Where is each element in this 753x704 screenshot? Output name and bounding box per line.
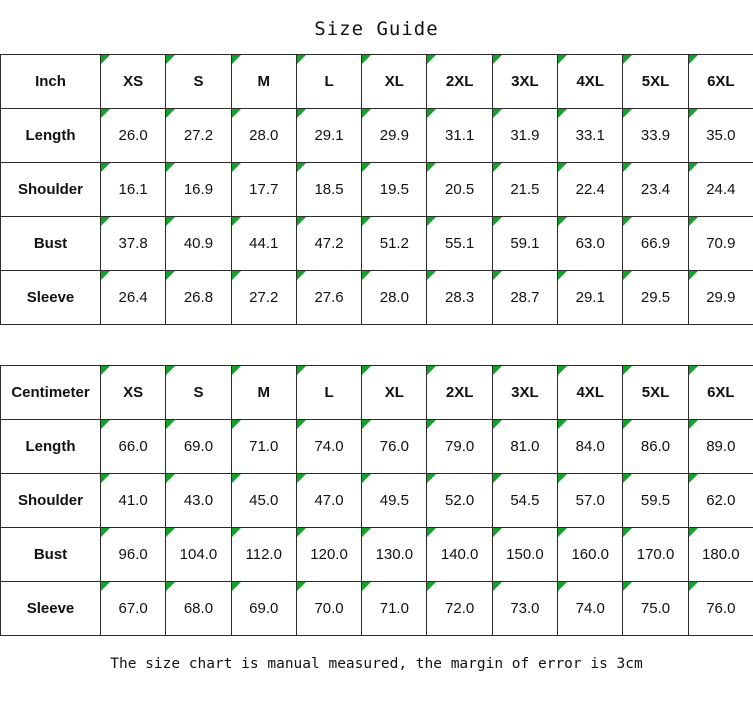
row-label-length: Length: [1, 109, 101, 163]
size-header-s: S: [166, 366, 231, 420]
size-header-l: L: [296, 55, 361, 109]
row-label-shoulder: Shoulder: [1, 163, 101, 217]
cell: 69.0: [231, 582, 296, 636]
cell: 74.0: [558, 582, 623, 636]
cell: 16.9: [166, 163, 231, 217]
cell: 130.0: [362, 528, 427, 582]
cell: 20.5: [427, 163, 492, 217]
table-row: [1, 582, 753, 636]
size-header-4xl: 4XL: [558, 366, 623, 420]
cell: 104.0: [166, 528, 231, 582]
cell: 29.9: [362, 109, 427, 163]
cell: 59.1: [492, 217, 557, 271]
table-row: [1, 271, 753, 325]
cell: 44.1: [231, 217, 296, 271]
cell: 66.0: [101, 420, 166, 474]
size-header-xs: XS: [101, 55, 166, 109]
cell: 160.0: [558, 528, 623, 582]
measurement-disclaimer: The size chart is manual measured, the margin of error is 3cm: [110, 656, 643, 672]
cell: 26.4: [101, 271, 166, 325]
cell: 69.0: [166, 420, 231, 474]
size-table-inch: [0, 54, 753, 325]
table-row: [1, 217, 753, 271]
cell: 26.0: [101, 109, 166, 163]
size-table-centimeter: [0, 365, 753, 636]
cell: 63.0: [558, 217, 623, 271]
cell: 75.0: [623, 582, 688, 636]
page-title: Size Guide: [314, 18, 439, 40]
cell: 62.0: [688, 474, 753, 528]
cell: 71.0: [231, 420, 296, 474]
cell: 59.5: [623, 474, 688, 528]
cell: 86.0: [623, 420, 688, 474]
cell: 66.9: [623, 217, 688, 271]
cell: 43.0: [166, 474, 231, 528]
row-label-sleeve: Sleeve: [1, 271, 101, 325]
cell: 31.1: [427, 109, 492, 163]
cell: 150.0: [492, 528, 557, 582]
cell: 28.0: [362, 271, 427, 325]
cell: 33.9: [623, 109, 688, 163]
cell: 70.0: [296, 582, 361, 636]
cell: 17.7: [231, 163, 296, 217]
cell: 41.0: [101, 474, 166, 528]
cell: 29.5: [623, 271, 688, 325]
size-header-3xl: 3XL: [492, 366, 557, 420]
size-header-2xl: 2XL: [427, 366, 492, 420]
cell: 51.2: [362, 217, 427, 271]
size-header-xs: XS: [101, 366, 166, 420]
size-header-s: S: [166, 55, 231, 109]
size-header-2xl: 2XL: [427, 55, 492, 109]
size-header-xl: XL: [362, 55, 427, 109]
cell: 21.5: [492, 163, 557, 217]
cell: 29.1: [296, 109, 361, 163]
cell: 33.1: [558, 109, 623, 163]
row-label-bust: Bust: [1, 528, 101, 582]
cell: 84.0: [558, 420, 623, 474]
cell: 71.0: [362, 582, 427, 636]
unit-label-inch: Inch: [1, 55, 101, 109]
table-row: [1, 420, 753, 474]
cell: 28.7: [492, 271, 557, 325]
cell: 45.0: [231, 474, 296, 528]
unit-label-centimeter: Centimeter: [1, 366, 101, 420]
cell: 29.9: [688, 271, 753, 325]
size-header-4xl: 4XL: [558, 55, 623, 109]
table-row: [1, 528, 753, 582]
cell: 31.9: [492, 109, 557, 163]
cell: 72.0: [427, 582, 492, 636]
row-label-shoulder: Shoulder: [1, 474, 101, 528]
cell: 49.5: [362, 474, 427, 528]
cell: 22.4: [558, 163, 623, 217]
cell: 24.4: [688, 163, 753, 217]
cell: 120.0: [296, 528, 361, 582]
cell: 27.2: [166, 109, 231, 163]
cell: 29.1: [558, 271, 623, 325]
cell: 70.9: [688, 217, 753, 271]
cell: 18.5: [296, 163, 361, 217]
row-label-bust: Bust: [1, 217, 101, 271]
table-header-row: [1, 366, 753, 420]
cell: 23.4: [623, 163, 688, 217]
size-header-m: M: [231, 366, 296, 420]
cell: 55.1: [427, 217, 492, 271]
cell: 112.0: [231, 528, 296, 582]
cell: 81.0: [492, 420, 557, 474]
cell: 37.8: [101, 217, 166, 271]
row-label-sleeve: Sleeve: [1, 582, 101, 636]
cell: 170.0: [623, 528, 688, 582]
cell: 28.0: [231, 109, 296, 163]
size-header-6xl: 6XL: [688, 55, 753, 109]
size-header-m: M: [231, 55, 296, 109]
size-header-5xl: 5XL: [623, 366, 688, 420]
cell: 79.0: [427, 420, 492, 474]
cell: 19.5: [362, 163, 427, 217]
cell: 76.0: [688, 582, 753, 636]
cell: 35.0: [688, 109, 753, 163]
cell: 40.9: [166, 217, 231, 271]
cell: 67.0: [101, 582, 166, 636]
size-header-5xl: 5XL: [623, 55, 688, 109]
cell: 68.0: [166, 582, 231, 636]
cell: 74.0: [296, 420, 361, 474]
table-row: [1, 163, 753, 217]
cell: 47.2: [296, 217, 361, 271]
cell: 47.0: [296, 474, 361, 528]
cell: 26.8: [166, 271, 231, 325]
cell: 16.1: [101, 163, 166, 217]
size-header-xl: XL: [362, 366, 427, 420]
cell: 89.0: [688, 420, 753, 474]
table-header-row: [1, 55, 753, 109]
cell: 54.5: [492, 474, 557, 528]
cell: 27.6: [296, 271, 361, 325]
size-header-l: L: [296, 366, 361, 420]
cell: 52.0: [427, 474, 492, 528]
cell: 140.0: [427, 528, 492, 582]
cell: 76.0: [362, 420, 427, 474]
table-row: [1, 474, 753, 528]
cell: 27.2: [231, 271, 296, 325]
size-header-3xl: 3XL: [492, 55, 557, 109]
cell: 180.0: [688, 528, 753, 582]
table-row: [1, 109, 753, 163]
cell: 96.0: [101, 528, 166, 582]
size-header-6xl: 6XL: [688, 366, 753, 420]
row-label-length: Length: [1, 420, 101, 474]
cell: 73.0: [492, 582, 557, 636]
cell: 28.3: [427, 271, 492, 325]
cell: 57.0: [558, 474, 623, 528]
table-spacer: [0, 325, 753, 365]
